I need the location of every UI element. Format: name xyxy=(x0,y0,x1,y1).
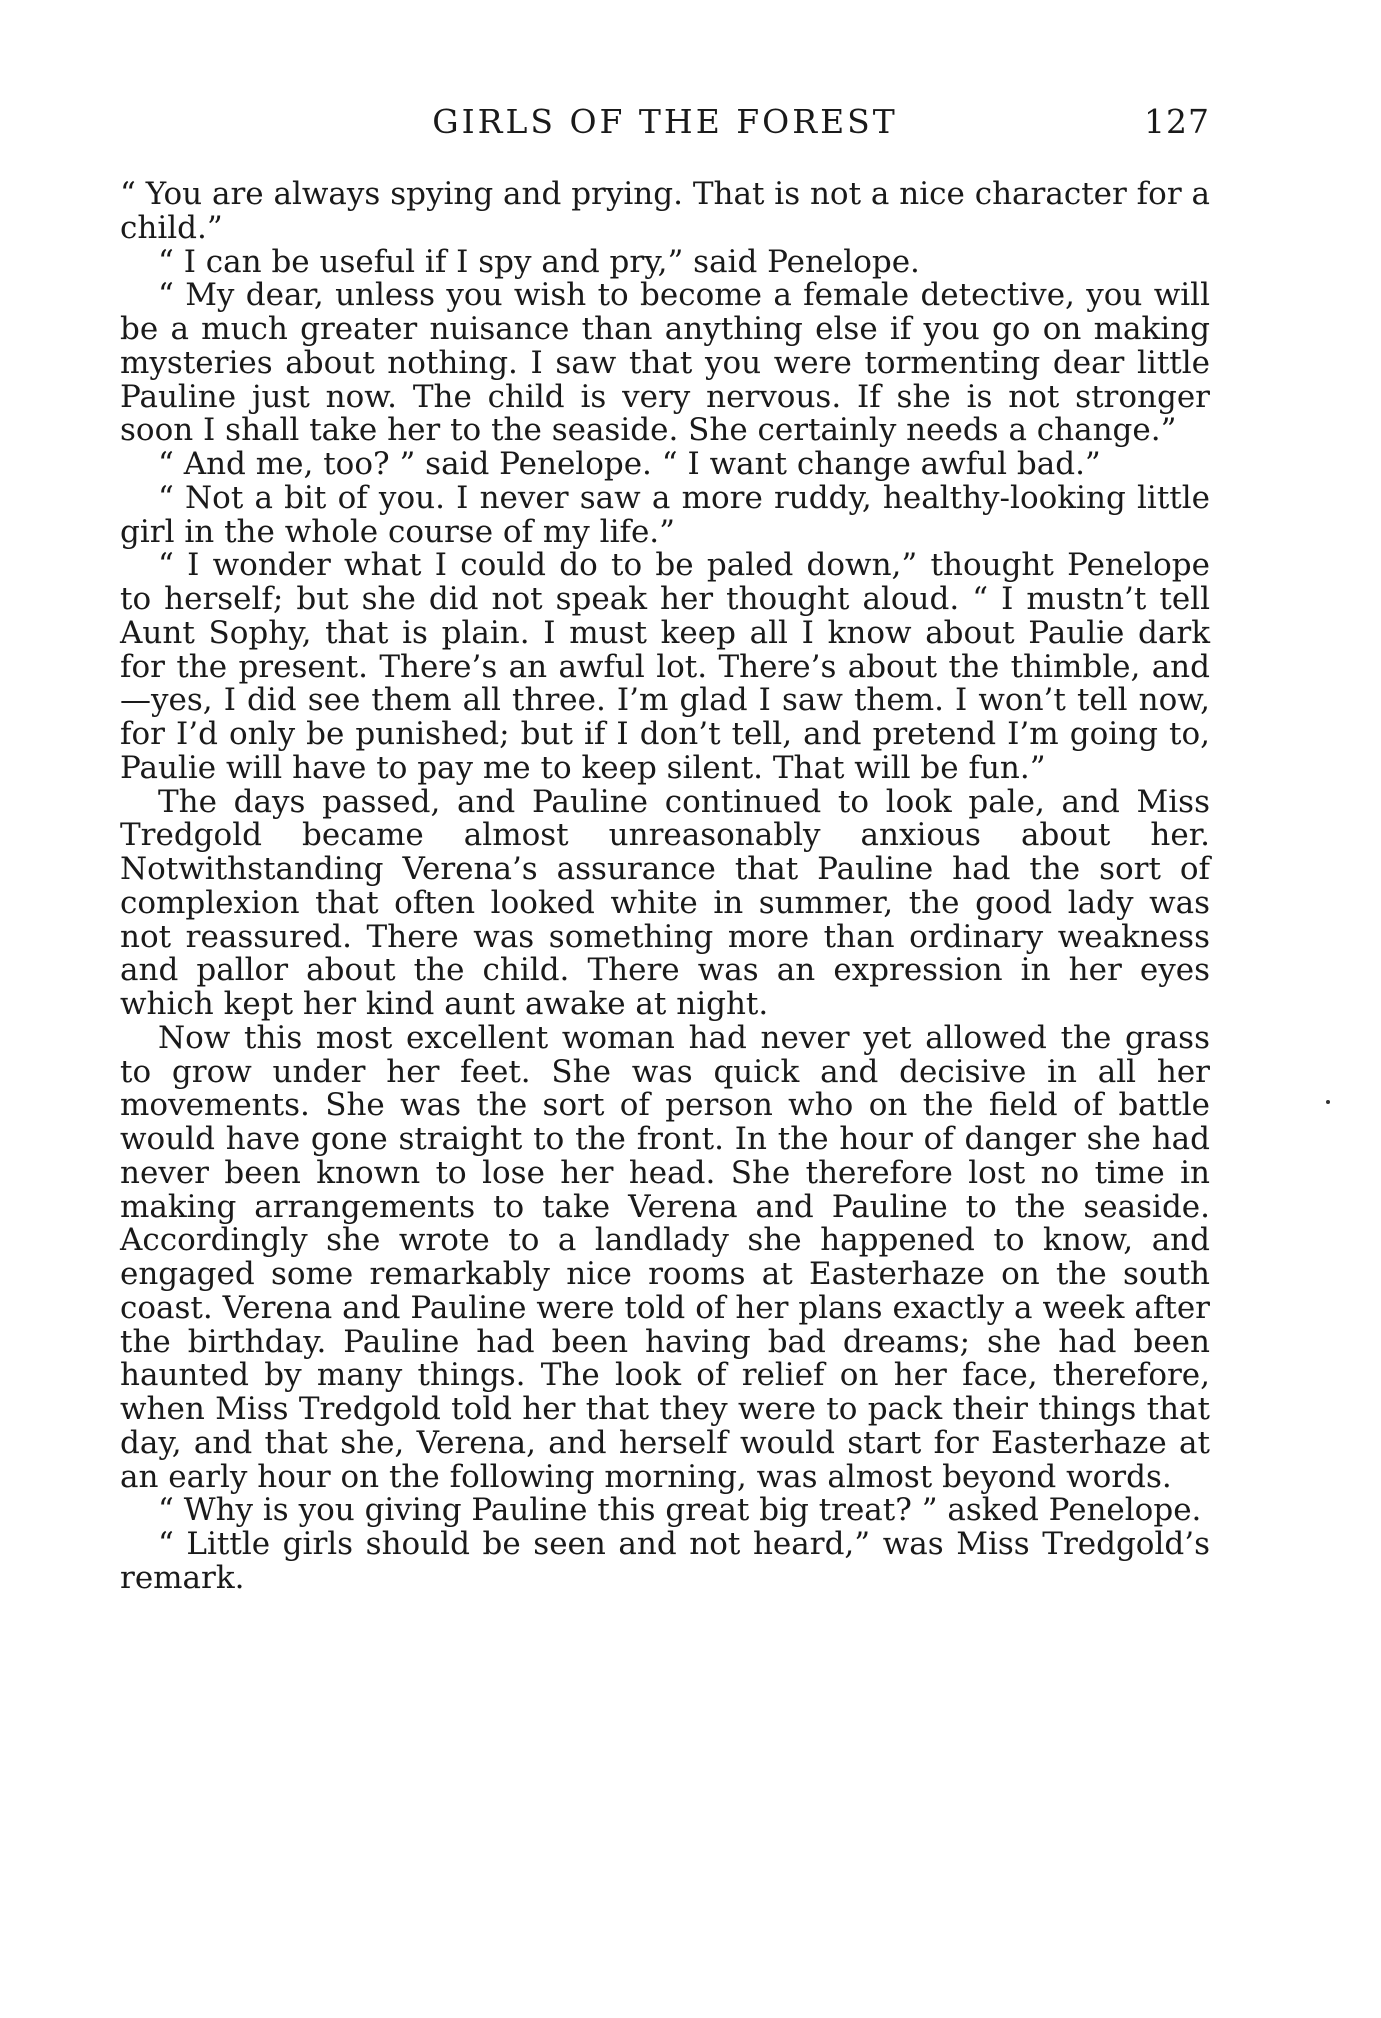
paragraph-4: “ And me, too? ” said Penelope. “ I want change awful bad.” xyxy=(158,446,1101,482)
body-text xyxy=(120,178,1210,1596)
paragraph-10: “ Little girls should be seen and not heard,” was Miss Tredgold’s remark. xyxy=(120,1526,1210,1596)
paragraph-9: “ Why is you giving Pauline this great big treat? ” asked Penelope. xyxy=(158,1492,1202,1529)
paragraph-8: Now this most excellent woman had never yet allowed the grass to grow under her feet. She was quick and decisive in all her movements. She was the sort of person who on the field of battle would have gone straight to the front. In the hour of danger she had never been known to lose her head. She therefore lost no time in making arrangements to take Verena and Pauline to the seaside. Accordingly she wrote to a landlady she happened to know, and engaged some remarkably nice rooms at Easterhaze on the south coast. Verena and Pauline were told of her plans exactly a week after the birthday. Pauline had been having bad dreams; she had been haunted by many things. The look of relief on her face, therefore, when Miss Tredgold told her that they were to pack their things that day, and that she, Verena, and herself would start for Easterhaze at an early hour on the following morning, was almost beyond words. xyxy=(120,1019,1210,1495)
paragraph-6: “ I wonder what I could do to be paled down,” thought Penelope to herself; but she did not speak her thought aloud. “ I mustn’t tell Aunt Sophy, that is plain. I must keep all I know about Paulie dark for the present. There’s an awful lot. There’s about the thimble, and—yes, I did see them all three. I’m glad I saw them. I won’t tell now, for I’d only be punished; but if I don’t tell, and pretend I’m going to, Paulie will have to pay me to keep silent. That will be fun.” xyxy=(120,547,1210,786)
ink-speck xyxy=(1326,1100,1330,1104)
paragraph-5: “ Not a bit of you. I never saw a more ruddy, healthy-looking little girl in the whole course of my life.” xyxy=(120,479,1210,550)
running-head xyxy=(120,102,1210,152)
paragraph-7: The days passed, and Pauline continued to look pale, and Miss Tredgold became almost unreasonably anxious about her. Notwithstanding Verena’s assurance that Pauline had the sort of complexion that often looked white in summer, the good lady was not reassured. There was something more than ordinary weakness and pallor about the child. There was an expression in her eyes which kept her kind aunt awake at night. xyxy=(120,783,1210,1022)
paragraph-1: “ You are always spying and prying. That is not a nice character for a child.” xyxy=(120,176,1210,246)
paragraph-2: “ I can be useful if I spy and pry,” said Penelope. xyxy=(158,243,920,280)
paragraph-3: “ My dear, unless you wish to become a female detective, you will be a much greater nuisance than anything else if you go on making mysteries about nothing. I saw that you were tormenting dear little Pauline just now. The child is very nervous. If she is not stronger soon I shall take her to the seaside. She certainly needs a change.” xyxy=(120,277,1210,449)
page-number: 127 xyxy=(1144,102,1210,141)
running-title: GIRLS OF THE FOREST xyxy=(432,102,898,141)
